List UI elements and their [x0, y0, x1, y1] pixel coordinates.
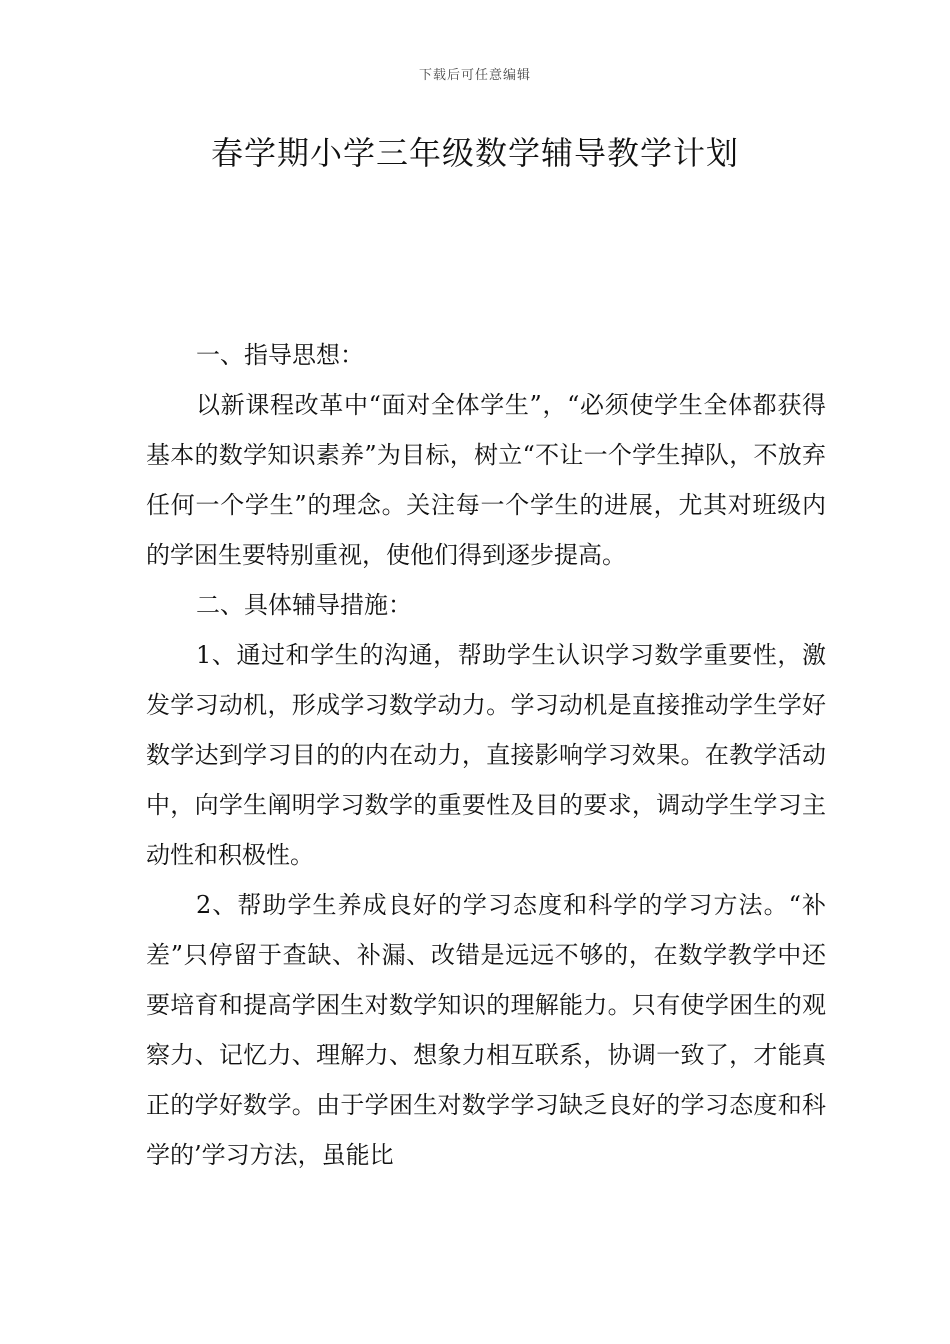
- paragraph-guiding-ideology: 以新课程改革中“面对全体学生”，“必须使学生全体都获得基本的数学知识素养”为目标，树立“不让一个学生掉队，不放弃任何一个学生”的理念。关注每一个学生的进展，尤其对班级内的学困生要特别重视，使他们得到逐步提高。: [146, 391, 826, 569]
- paragraph-measure-1: 1、通过和学生的沟通，帮助学生认识学习数学重要性，激发学习动机，形成学习数学动力。学习动机是直接推动学生学好数学达到学习目的的内在动力，直接影响学习效果。在教学活动中，向学生阐明学习数学的重要性及目的要求，调动学生学习主动性和积极性。: [146, 641, 826, 869]
- document-title: 春学期小学三年级数学辅导教学计划: [210, 134, 739, 172]
- header-note: 下载后可任意编辑: [418, 68, 531, 83]
- section-heading-measures: 二、具体辅导措施：: [196, 591, 412, 619]
- document-body: [146, 330, 826, 1180]
- paragraph-measure-2: 2、帮助学生养成良好的学习态度和科学的学习方法。“补差”只停留于查缺、补漏、改错是远远不够的，在数学教学中还要培育和提高学困生对数学知识的理解能力。只有使学困生的观察力、记忆力、理解力、想象力相互联系，协调一致了，才能真正的学好数学。由于学困生对数学学习缺乏良好的学习态度和科学的’学习方法，虽能比: [146, 891, 826, 1169]
- section-heading-guiding-ideology: 一、指导思想：: [196, 341, 364, 369]
